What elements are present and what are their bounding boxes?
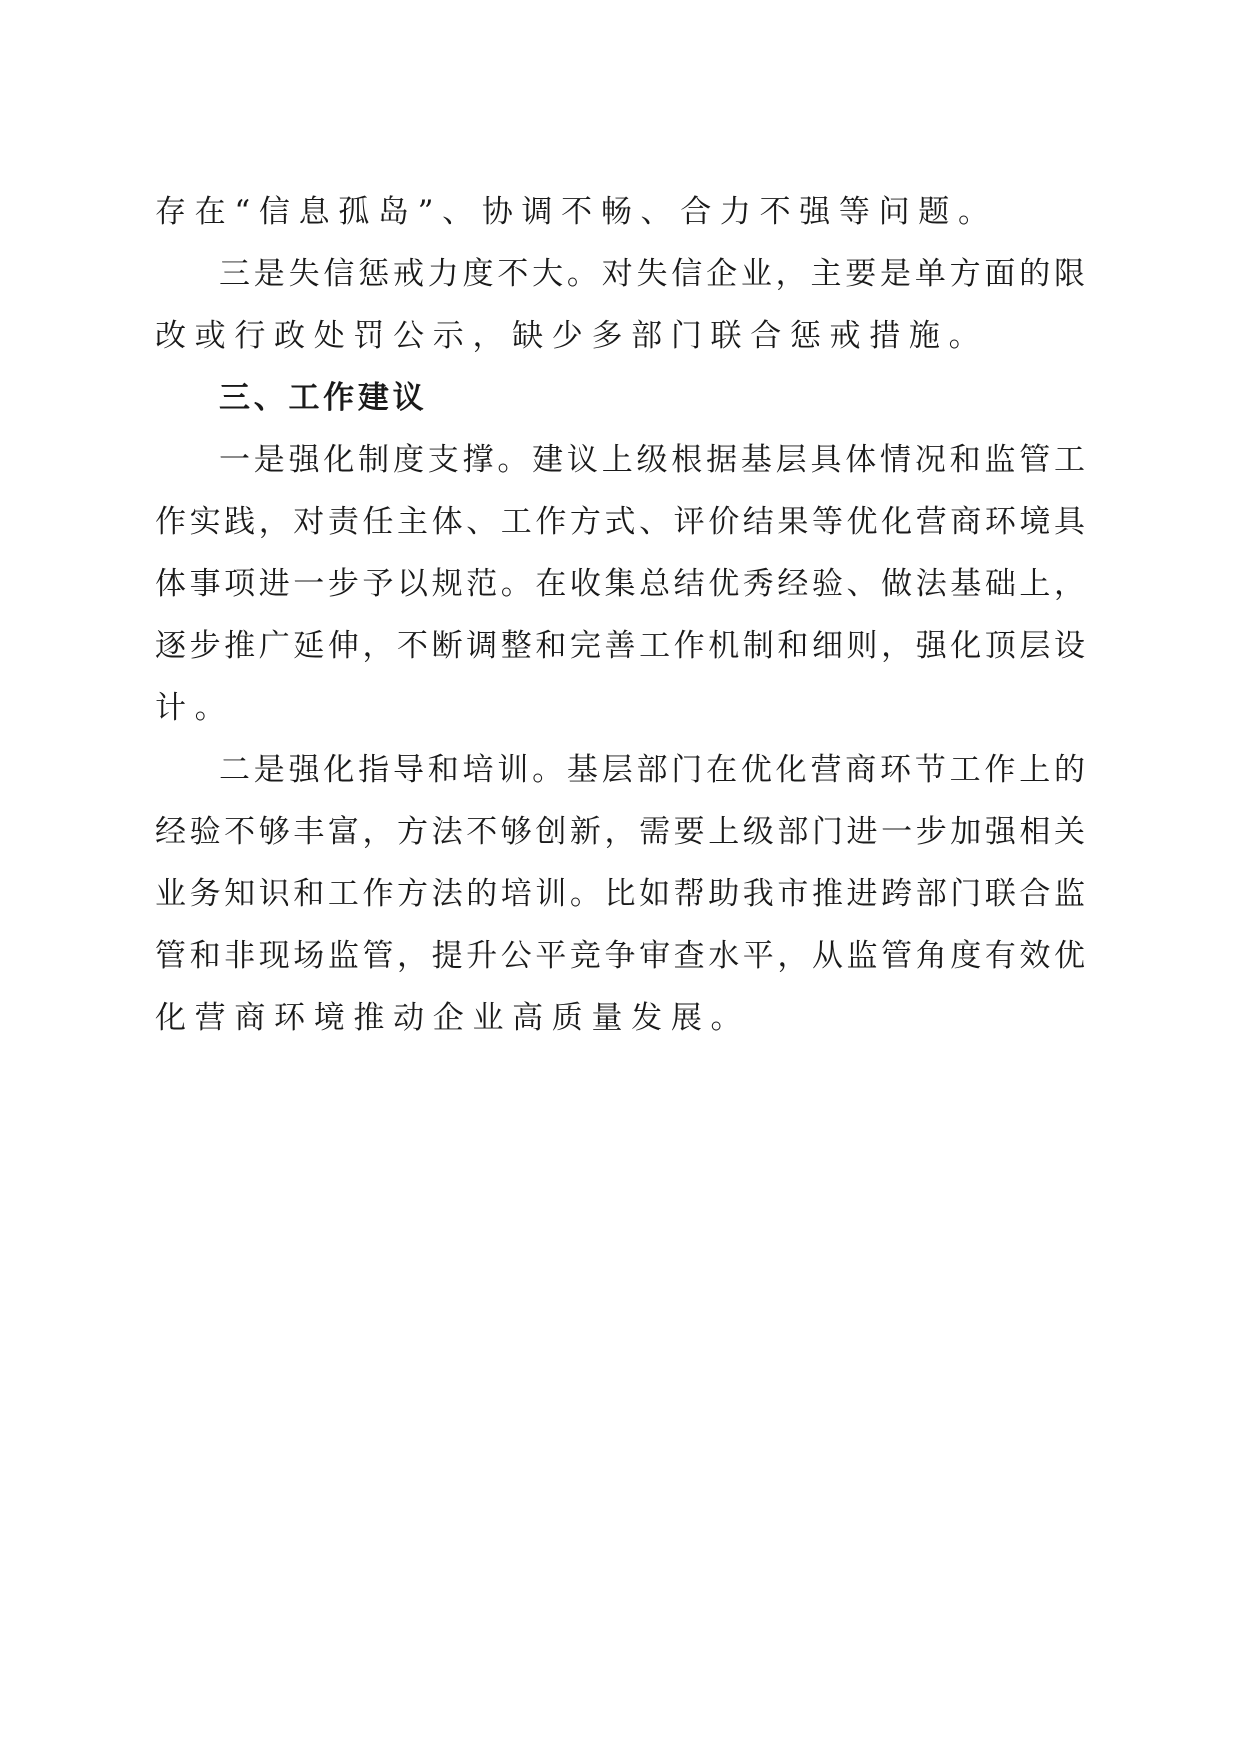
text-line: 作实践，对责任主体、工作方式、评价结果等优化营商环境具: [155, 504, 1085, 540]
text-line: 体事项进一步予以规范。在收集总结优秀经验、做法基础上，: [155, 566, 1085, 602]
paragraph-first-line: 二是强化指导和培训。基层部门在优化营商环节工作上的: [219, 752, 1085, 788]
text-line: 化营商环境推动企业高质量发展。: [155, 1000, 751, 1036]
section-heading: 三、工作建议: [219, 380, 428, 416]
text-line: 经验不够丰富，方法不够创新，需要上级部门进一步加强相关: [155, 814, 1085, 850]
paragraph-first-line: 三是失信惩戒力度不大。对失信企业，主要是单方面的限: [219, 256, 1085, 292]
text-line: 计。: [155, 690, 235, 726]
text-line: 管和非现场监管，提升公平竞争审查水平，从监管角度有效优: [155, 938, 1085, 974]
paragraph-first-line: 一是强化制度支撑。建议上级根据基层具体情况和监管工: [219, 442, 1085, 478]
document-page: [155, 181, 1085, 1049]
text-line: 业务知识和工作方法的培训。比如帮助我市推进跨部门联合监: [155, 876, 1085, 912]
text-line: 改或行政处罚公示，缺少多部门联合惩戒措施。: [155, 318, 989, 354]
text-line: 存在“信息孤岛”、协调不畅、合力不强等问题。: [155, 194, 998, 230]
text-line: 逐步推广延伸，不断调整和完善工作机制和细则，强化顶层设: [155, 628, 1085, 664]
